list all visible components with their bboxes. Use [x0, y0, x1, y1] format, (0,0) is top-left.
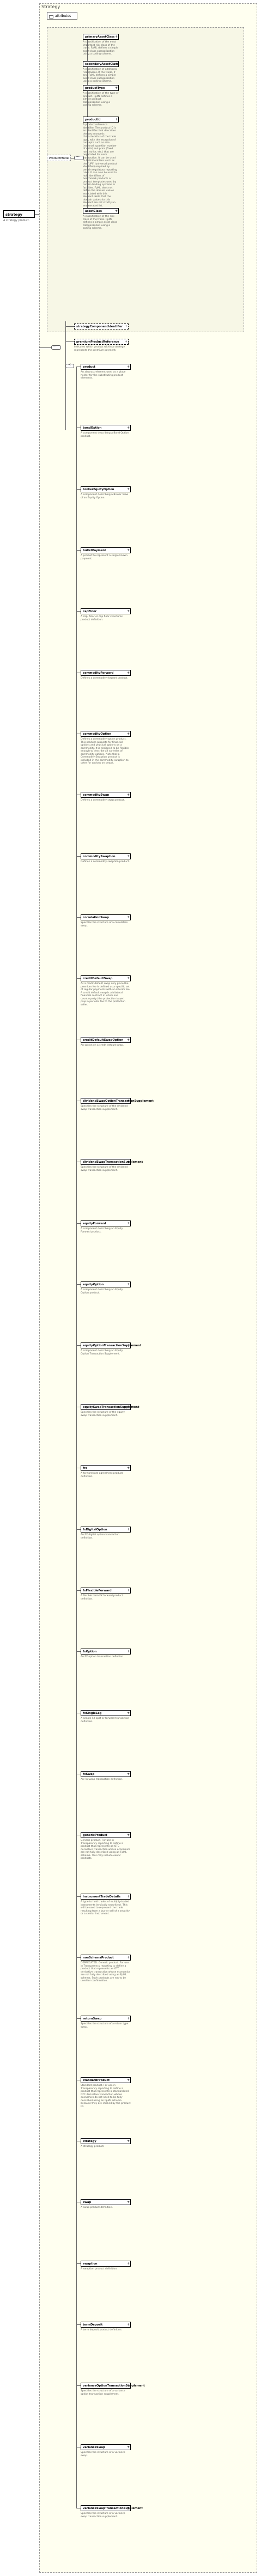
element-strategy-component-identifier[interactable]: strategyComponentIdentifier + — [74, 323, 129, 329]
doc-commodity-option: Defines a commodity option product. This product supports for financial options and physical options on a commodity. It is designed to be flexible enough to describe all varieties of commodity options. Note that a Commodity Swaption product is included in the commodity swaption to cater for options on swaps. — [81, 738, 129, 765]
doc-swaption: A swaption product definition. — [81, 2268, 118, 2270]
element-equity-option[interactable]: equityOption + — [81, 1281, 131, 1287]
connector-line — [76, 917, 81, 918]
connector-line — [76, 550, 81, 551]
element-broker-equity-option[interactable]: brokerEquityOption + — [81, 486, 131, 492]
element-fx-flexible-forward[interactable]: fxFlexibleForward + — [81, 1588, 131, 1594]
connector-line — [76, 2263, 81, 2264]
doc-fx-digital-option: An FX digital option transaction definition. — [81, 1534, 119, 1540]
element-variance-swap[interactable]: varianceSwap + — [81, 2444, 131, 2450]
doc-bullet-payment: A product to represent a single known payment. — [81, 554, 128, 560]
doc-commodity-swap: Defines a commodity swap product. — [81, 799, 125, 802]
connector-line — [76, 489, 81, 490]
doc-fx-single-leg: A simple FX spot or forward transaction definition. — [81, 1717, 130, 1723]
doc-correlation-swap: Specifies the structure of a correlation swap. — [81, 921, 128, 927]
connector-line — [76, 1345, 81, 1346]
connector-line — [76, 611, 81, 612]
element-fra[interactable]: fra + — [81, 1465, 131, 1471]
element-commodity-swap[interactable]: commoditySwap + — [81, 792, 131, 798]
element-swaption[interactable]: swaption + — [81, 2261, 131, 2267]
doc-product-type: A classification of the type of product. FpML defines a simple product categorization using a coding scheme. — [83, 92, 119, 107]
doc-instrument-trade-details: A type to hold trades of multiply-traded instruments (typically securities). This will be used to represent the trade resulting from a buy or sell of a security or a similar instrument. — [81, 1901, 130, 1915]
element-generic-product[interactable]: genericProduct + — [81, 1832, 131, 1838]
element-fx-swap[interactable]: fxSwap + — [81, 1771, 131, 1777]
element-non-schema-product[interactable]: nonSchemaProduct + — [81, 1955, 131, 1961]
element-standard-product[interactable]: standardProduct + — [81, 2077, 131, 2083]
element-credit-default-swap[interactable]: creditDefaultSwap + — [81, 975, 131, 981]
root-element-doc: A strategy product. — [3, 219, 30, 222]
doc-standard-product: Standard product. For use in Transparency reporting to define a product that represents a standardized OTC derivative transaction whose economics do not need to be fully described using an FpML schema because they are implied by the product ID. — [81, 2084, 131, 2108]
connector-line — [76, 367, 77, 2508]
connector-line — [76, 1957, 81, 1958]
element-strategy[interactable]: strategy + — [81, 2138, 131, 2144]
choice-icon-products — [65, 364, 74, 368]
connector-line — [76, 1651, 81, 1652]
doc-strategy: A strategy product. — [81, 2145, 105, 2148]
doc-dividend-swap-option-transaction-supplement: Specifies the structure of the dividend swap transaction supplement. — [81, 1105, 128, 1111]
element-equity-forward[interactable]: equityForward + — [81, 1220, 131, 1226]
connector-line — [76, 1529, 81, 1530]
doc-equity-forward: A component describing an Equity Forward product. — [81, 1228, 123, 1234]
connector-line — [76, 2385, 81, 2386]
doc-equity-swap-transaction-supplement: Specifies the structure of the equity swap transaction supplement. — [81, 1411, 125, 1417]
doc-credit-default-swap: As a credit default swap only place the premium fee is defined as a specific set of regular payments with an interim fee. A credit default swap is a bilateral financial contract in which one counterparty (the protection buyer) pays a periodic fee to the protection seller. — [81, 982, 131, 1006]
product-model-box[interactable]: ProductModel — [47, 155, 71, 161]
doc-equity-option-transaction-supplement: A component describing an Equity Option Transaction Supplement. — [81, 1350, 123, 1356]
doc-product-id: A product reference identifier. The product ID is an identifier that describes the key economic characteristics of the trade type, with the exception of concepts such as size (notional, quantity, number of units) and price (fixed rate, strike, etc.) that are negotiated for each transaction. It can be used to hold identifiers such as the "UPI" (universal product identifier) required by certain regulatory reporting rules. It can also be used to hold identifiers of benchmark products or product temptates used by certain trading systems or facilities. FpML does not define the domain values associated with this element. Note that the domain values for this element are not strictly an enumerated list. — [83, 124, 117, 207]
doc-fra: A forward rate agreement product definition. — [81, 1472, 123, 1478]
doc-credit-default-swap-option: An option on a credit default swap. — [81, 1044, 124, 1047]
element-variance-option-transaction-supplement[interactable]: varianceOptionTransactionSupplement + — [81, 2383, 131, 2389]
connector-line — [35, 214, 39, 215]
doc-secondary-asset-class: A classification of additional risk classes of the trade, if any. FpML defines a simple asset class categorization using a coding scheme. — [83, 68, 118, 83]
doc-fx-flexible-forward: A flexible term FX forward product definition. — [81, 1595, 123, 1601]
element-fx-option[interactable]: fxOption + — [81, 1649, 131, 1655]
doc-commodity-swaption: Defines a commodity swaption product. — [81, 860, 130, 863]
frame-title: Strategy — [41, 4, 60, 9]
element-primary-asset-class[interactable]: primaryAssetClass + — [83, 34, 119, 40]
root-element-strategy[interactable]: strategy — [3, 210, 35, 218]
connector-line — [76, 1284, 81, 1285]
element-bond-option[interactable]: bondOption + — [81, 425, 131, 431]
doc-variance-option-transaction-supplement: Specifies the structure of a variance option transaction supplement. — [81, 2390, 125, 2396]
strategy-type-frame — [39, 3, 257, 2573]
connector-line — [65, 341, 74, 342]
element-commodity-option[interactable]: commodityOption + — [81, 731, 131, 737]
doc-primary-asset-class: A classification of the most important risk class of the trade. FpML defines a simple asset class categorization using a coding scheme. — [83, 41, 119, 56]
element-premium-product-reference[interactable]: premiumProductReference + — [74, 339, 129, 345]
connector-line — [76, 1896, 81, 1897]
element-product[interactable]: product + — [81, 364, 131, 370]
element-swap[interactable]: swap + — [81, 2199, 131, 2205]
element-equity-option-transaction-supplement[interactable]: equityOptionTransactionSupplement + — [81, 1342, 131, 1348]
sequence-icon-main — [51, 345, 61, 350]
element-variance-swap-transaction-supplement[interactable]: varianceSwapTransactionSupplement + — [81, 2505, 131, 2511]
element-asset-class[interactable]: assetClass + — [83, 208, 119, 214]
element-instrument-trade-details[interactable]: instrumentTradeDetails + — [81, 1894, 131, 1900]
connector-line — [76, 978, 81, 979]
doc-dividend-swap-transaction-supplement: Specifies the structure of the dividend swap transaction supplement. — [81, 1166, 128, 1172]
element-cap-floor[interactable]: capFloor + — [81, 608, 131, 614]
element-correlation-swap[interactable]: correlationSwap + — [81, 914, 131, 920]
doc-generic-product: Generic product. For use in Transparency reporting to define a product that represents an OTC derivative transaction whose economics are not fully described using an FpML schema. This may include exotic products. — [81, 1839, 130, 1860]
element-credit-default-swap-option[interactable]: creditDefaultSwapOption + — [81, 1037, 131, 1043]
connector-line — [76, 856, 81, 857]
connector-line — [76, 2018, 81, 2019]
element-fx-single-leg[interactable]: fxSingleLeg + — [81, 1710, 131, 1716]
connector-line — [39, 347, 51, 348]
connector-line — [65, 321, 66, 430]
doc-cap-floor: A cap, floor or cap floor structures product definition. — [81, 615, 123, 621]
doc-premium-product-reference: Indicates which product within a strategy represents the premium payment. — [74, 346, 125, 352]
element-bullet-payment[interactable]: bulletPayment + — [81, 547, 131, 553]
element-dividend-swap-transaction-supplement[interactable]: dividendSwapTransactionSupplement + — [81, 1159, 131, 1165]
doc-variance-swap-transaction-supplement: Specifies the structure of a variance swap transaction supplement. — [81, 2512, 125, 2518]
doc-asset-class: A classification of the risk class of the trade. FpML defines a simple asset class categorization using a coding scheme. — [83, 215, 117, 230]
doc-non-schema-product: DEPRECATED: Generic product. For use in Transparency reporting to define a product that represents an OTC derivative transaction whose economics are not fully described using an FpML schema. Such products are not to be used for confirmation. — [81, 1962, 130, 1982]
attributes-box[interactable]: attributes — [47, 12, 77, 20]
attributes-icon — [49, 15, 53, 19]
connector-line — [76, 1223, 81, 1224]
product-model-group — [47, 27, 244, 332]
doc-return-swap: Specifies the structure of a return type swap. — [81, 2023, 129, 2029]
doc-commodity-forward: Defines a commodity forward product. — [81, 677, 128, 680]
connector-line — [65, 326, 74, 327]
doc-term-deposit: A term deposit product definition. — [81, 2329, 123, 2331]
doc-product: An abstract element used as a place holder for the substituting product elements. — [81, 371, 126, 380]
connector-line — [76, 2324, 81, 2325]
element-commodity-swaption[interactable]: commoditySwaption + — [81, 853, 131, 859]
element-product-id[interactable]: productId + — [83, 117, 119, 123]
element-product-type[interactable]: productType + — [83, 85, 119, 91]
element-return-swap[interactable]: returnSwap + — [81, 2016, 131, 2022]
doc-bond-option: A component describing a Bond Option product. — [81, 432, 129, 438]
element-fx-digital-option[interactable]: fxDigitalOption + — [81, 1527, 131, 1533]
element-term-deposit[interactable]: termDeposit + — [81, 2322, 131, 2328]
element-commodity-forward[interactable]: commodityForward + — [81, 670, 131, 676]
doc-variance-swap: Specifies the structure of a variance swap. — [81, 2451, 125, 2457]
connector-line — [76, 1590, 81, 1591]
element-dividend-swap-option-transaction-supplement[interactable]: dividendSwapOptionTransactionSupplement + — [81, 1098, 131, 1104]
doc-equity-option: A component describing an Equity Option product. — [81, 1289, 123, 1295]
doc-swap: A swap product definition. — [81, 2206, 113, 2209]
doc-fx-option: An FX option transaction definition. — [81, 1656, 124, 1658]
doc-fx-swap: An FX Swap transaction definition. — [81, 1778, 123, 1781]
element-secondary-asset-class[interactable]: secondaryAssetClass + — [83, 61, 119, 67]
doc-broker-equity-option: A component describing a Broker View of an Equity Option. — [81, 493, 129, 499]
element-equity-swap-transaction-supplement[interactable]: equitySwapTransactionSupplement + — [81, 1404, 131, 1410]
